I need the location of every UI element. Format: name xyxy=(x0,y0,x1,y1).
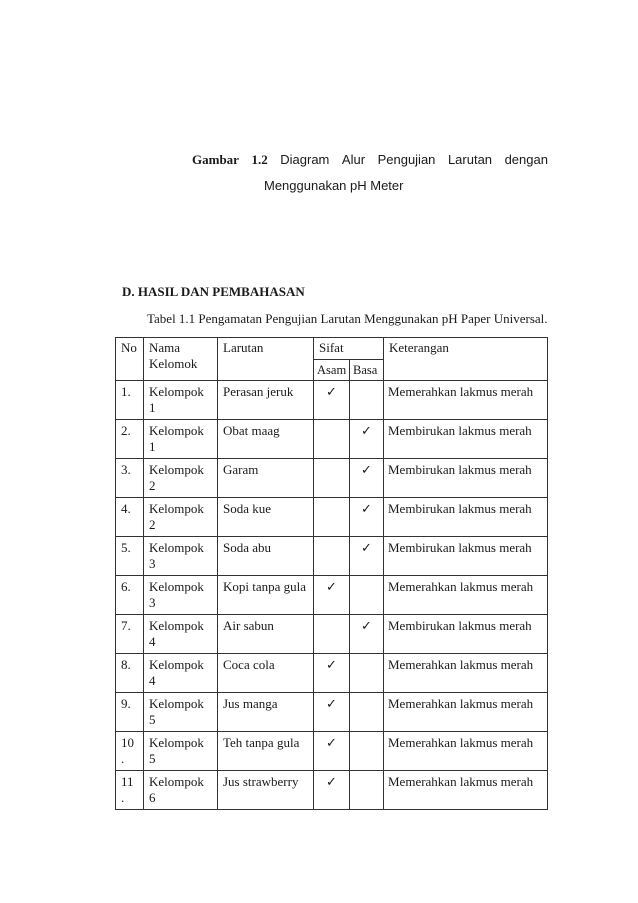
check-mark-icon: ✓ xyxy=(326,385,337,400)
row-larutan: Coca cola xyxy=(218,654,314,693)
row-no: 5. xyxy=(116,537,144,576)
row-nama-kelompok: Kelompok 2 xyxy=(144,459,218,498)
header-keterangan: Keterangan xyxy=(384,338,548,381)
row-larutan: Soda kue xyxy=(218,498,314,537)
table-row xyxy=(116,576,548,615)
row-larutan: Obat maag xyxy=(218,420,314,459)
table-row xyxy=(116,537,548,576)
row-nama-kelompok: Kelompok 3 xyxy=(144,537,218,576)
row-asam-check xyxy=(314,576,350,615)
header-no: No xyxy=(116,338,144,381)
row-keterangan: Memerahkan lakmus merah xyxy=(384,381,548,420)
row-larutan: Teh tanpa gula xyxy=(218,732,314,771)
row-basa-check xyxy=(350,693,384,732)
row-larutan: Garam xyxy=(218,459,314,498)
row-no: 6. xyxy=(116,576,144,615)
check-mark-icon: ✓ xyxy=(326,658,337,673)
header-nama-kelomok: Nama Kelomok xyxy=(144,338,218,381)
row-nama-kelompok: Kelompok 4 xyxy=(144,615,218,654)
figure-caption-line1 xyxy=(192,152,548,168)
row-asam-check xyxy=(314,537,350,576)
check-mark-icon: ✓ xyxy=(361,541,372,556)
row-larutan: Jus strawberry xyxy=(218,771,314,810)
check-mark-icon: ✓ xyxy=(361,424,372,439)
row-no: 11 . xyxy=(116,771,144,810)
row-nama-kelompok: Kelompok 6 xyxy=(144,771,218,810)
row-nama-kelompok: Kelompok 1 xyxy=(144,381,218,420)
row-basa-check xyxy=(350,420,384,459)
row-asam-check xyxy=(314,693,350,732)
row-larutan: Jus manga xyxy=(218,693,314,732)
figure-caption-line2: Menggunakan pH Meter xyxy=(264,178,404,193)
row-no: 1. xyxy=(116,381,144,420)
table-row xyxy=(116,459,548,498)
check-mark-icon: ✓ xyxy=(326,580,337,595)
row-no: 2. xyxy=(116,420,144,459)
row-larutan: Soda abu xyxy=(218,537,314,576)
row-keterangan: Membirukan lakmus merah xyxy=(384,615,548,654)
row-keterangan: Memerahkan lakmus merah xyxy=(384,771,548,810)
figure-caption-word: Larutan xyxy=(447,152,493,167)
row-keterangan: Membirukan lakmus merah xyxy=(384,498,548,537)
check-mark-icon: ✓ xyxy=(361,619,372,634)
row-nama-kelompok: Kelompok 1 xyxy=(144,420,218,459)
row-asam-check xyxy=(314,381,350,420)
row-no: 3. xyxy=(116,459,144,498)
row-basa-check xyxy=(350,615,384,654)
row-larutan: Air sabun xyxy=(218,615,314,654)
row-keterangan: Membirukan lakmus merah xyxy=(384,537,548,576)
row-asam-check xyxy=(314,771,350,810)
row-basa-check xyxy=(350,459,384,498)
row-no: 9. xyxy=(116,693,144,732)
figure-caption-number: 1.2 xyxy=(251,152,268,167)
row-nama-kelompok: Kelompok 4 xyxy=(144,654,218,693)
row-keterangan: Memerahkan lakmus merah xyxy=(384,576,548,615)
row-nama-kelompok: Kelompok 2 xyxy=(144,498,218,537)
header-asam: Asam xyxy=(314,360,350,381)
row-keterangan: Memerahkan lakmus merah xyxy=(384,732,548,771)
check-mark-icon: ✓ xyxy=(361,463,372,478)
check-mark-icon: ✓ xyxy=(326,736,337,751)
row-basa-check xyxy=(350,498,384,537)
row-no: 4. xyxy=(116,498,144,537)
row-asam-check xyxy=(314,498,350,537)
row-asam-check xyxy=(314,459,350,498)
row-basa-check xyxy=(350,576,384,615)
row-basa-check xyxy=(350,381,384,420)
table-caption: Tabel 1.1 Pengamatan Pengujian Larutan Menggunakan pH Paper Universal. xyxy=(147,311,548,326)
figure-caption-word: Pengujian xyxy=(377,152,436,167)
observation-table xyxy=(115,337,548,810)
figure-caption-word: Alur xyxy=(341,152,366,167)
table-row xyxy=(116,693,548,732)
row-asam-check xyxy=(314,732,350,771)
table-row xyxy=(116,771,548,810)
figure-caption-word: Diagram xyxy=(280,152,330,167)
row-no: 7. xyxy=(116,615,144,654)
table-row xyxy=(116,381,548,420)
row-keterangan: Memerahkan lakmus merah xyxy=(384,693,548,732)
table-row xyxy=(116,615,548,654)
row-larutan: Perasan jeruk xyxy=(218,381,314,420)
table-row xyxy=(116,732,548,771)
row-asam-check xyxy=(314,654,350,693)
check-mark-icon: ✓ xyxy=(326,775,337,790)
row-asam-check xyxy=(314,420,350,459)
section-heading: D. HASIL DAN PEMBAHASAN xyxy=(122,284,305,299)
row-basa-check xyxy=(350,654,384,693)
row-asam-check xyxy=(314,615,350,654)
row-nama-kelompok: Kelompok 5 xyxy=(144,693,218,732)
row-keterangan: Membirukan lakmus merah xyxy=(384,459,548,498)
row-no: 8. xyxy=(116,654,144,693)
table-row xyxy=(116,420,548,459)
check-mark-icon: ✓ xyxy=(361,502,372,517)
header-basa: Basa xyxy=(350,360,384,381)
figure-caption-word: dengan xyxy=(504,152,548,167)
table-row xyxy=(116,654,548,693)
row-nama-kelompok: Kelompok 3 xyxy=(144,576,218,615)
row-keterangan: Memerahkan lakmus merah xyxy=(384,654,548,693)
row-no: 10 . xyxy=(116,732,144,771)
row-basa-check xyxy=(350,537,384,576)
check-mark-icon: ✓ xyxy=(326,697,337,712)
row-nama-kelompok: Kelompok 5 xyxy=(144,732,218,771)
row-larutan: Kopi tanpa gula xyxy=(218,576,314,615)
row-basa-check xyxy=(350,771,384,810)
header-sifat: Sifat xyxy=(314,338,384,360)
header-larutan: Larutan xyxy=(218,338,314,381)
row-basa-check xyxy=(350,732,384,771)
row-keterangan: Membirukan lakmus merah xyxy=(384,420,548,459)
table-body xyxy=(116,381,548,810)
figure-caption-label: Gambar xyxy=(192,152,239,167)
table-row xyxy=(116,498,548,537)
